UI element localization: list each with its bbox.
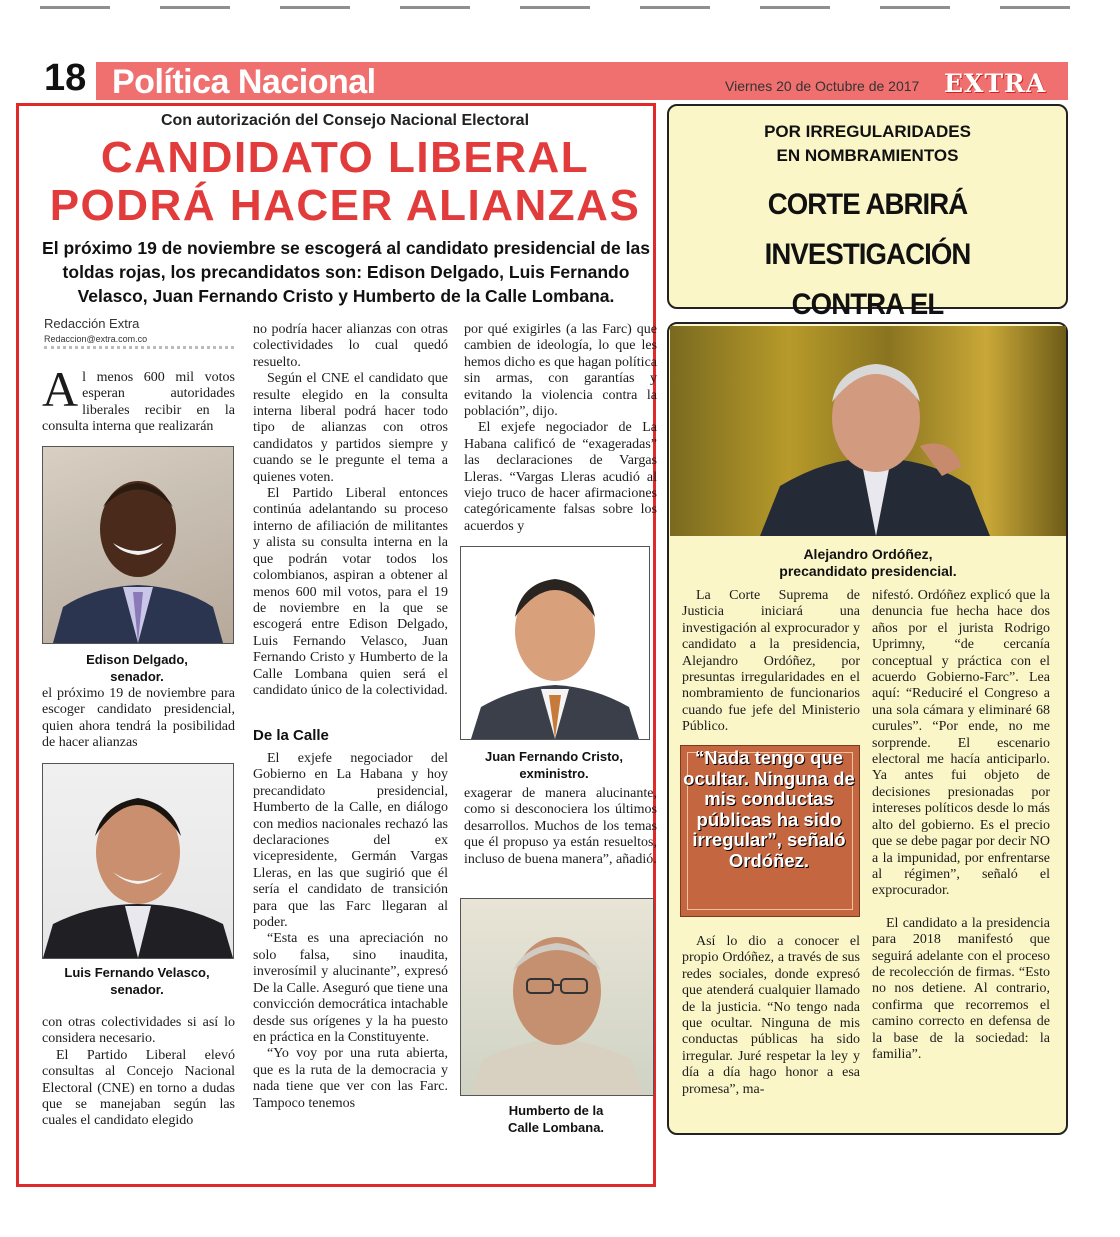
col2-p6: “Yo voy por una ruta abierta, que es la ruta de la democracia y nada tiene que ver con las Farc. Tampoco tenemos	[253, 1046, 448, 1111]
portrait-cristo-graphic	[461, 547, 649, 739]
main-headline-line-1: CANDIDATO LIBERAL	[100, 133, 590, 182]
side-col2-p2: El candidato a la presidencia para 2018 manifestó que seguirá adelante con el proceso de recolección de firmas. “Esto no nos detiene. Al contrario, confirma que recorremos el camino correcto en defensa de la base de la sociedad: la familia”.	[872, 915, 1050, 1062]
col1-mid	[42, 686, 235, 752]
caption-velasco-name: Luis Fernando Velasco,	[64, 965, 210, 980]
photo-juan-fernando-cristo	[460, 546, 650, 740]
byline-email: Redaccion@extra.com.co	[44, 334, 234, 349]
pull-quote: “Nada tengo que ocultar. Ninguna de mis conductas públicas ha sido irregular”, señaló Ordóñez.	[683, 747, 855, 871]
caption-delgado	[42, 651, 232, 685]
top-rule	[40, 6, 1080, 9]
col3-p3: exagerar de manera alucinante, como si desconociera los últimos desarrollos. Muchos de los temas que él propuso ya están resueltos, incluso de buena manera”, añadió.	[464, 786, 657, 867]
caption-cristo-name: Juan Fernando Cristo,	[485, 749, 623, 764]
caption-ordonez-name: Alejandro Ordóñez,	[803, 546, 933, 562]
col3-mid	[464, 786, 657, 868]
main-headline	[20, 134, 670, 230]
side-headline-line-1: CORTE ABRIRÁ INVESTIGACIÓN	[764, 188, 971, 271]
page-number: 18	[44, 57, 87, 99]
caption-calle-name: Humberto de la	[508, 1103, 604, 1118]
photo-luis-fernando-velasco	[42, 763, 234, 959]
caption-calle	[460, 1102, 652, 1136]
col1-top-text: l menos 600 mil votos esperan autoridades liberales recibir en la consulta interna que realizarán	[42, 370, 235, 435]
caption-calle-role: Calle Lombana.	[507, 1120, 605, 1135]
main-kicker: Con autorización del Consejo Nacional Electoral	[160, 112, 530, 129]
main-headline-line-2: PODRÁ HACER ALIANZAS	[49, 181, 641, 230]
col2-p4: El exjefe negociador del Gobierno en La Habana y hoy precandidato presidencial, Humberto de la Calle, en diálogo con medios nacionales rechazó las declaraciones del ex vicepresidente, Germán Vargas Lleras, en las que sugirió que él sería el candidato de transición para que las Farc llegaran al poder.	[253, 751, 448, 931]
side-kicker-line-2: EN NOMBRAMIENTOS	[776, 146, 959, 165]
portrait-calle-graphic	[461, 899, 653, 1095]
caption-cristo	[460, 748, 648, 782]
side-col1-bottom	[682, 934, 860, 1098]
col3-top	[464, 322, 657, 535]
photo-edison-delgado	[42, 446, 234, 644]
side-kicker	[667, 120, 1068, 168]
portrait-ordonez-graphic	[670, 326, 1066, 536]
caption-velasco	[42, 964, 232, 998]
col1-bottom-p1: con otras colectividades si así lo considera necesario.	[42, 1015, 235, 1047]
col1-mid-text: el próximo 19 de noviembre para escoger candidato presidencial, quien ahora tendrá la posibilidad de hacer alianzas	[42, 686, 235, 751]
col2-p2: Según el CNE el candidato que resulte elegido en la consulta interna liberal podrá hacer todo tipo de alianzas con otros candidatos y partidos siempre y cuando se le pregunte el tema a quienes voten.	[253, 371, 448, 485]
caption-delgado-name: Edison Delgado,	[86, 652, 188, 667]
col2-p1: no podría hacer alianzas con otras colectividades lo cual quedó resuelto.	[253, 322, 448, 370]
portrait-delgado-graphic	[43, 447, 233, 643]
side-col2	[872, 588, 1050, 1063]
newspaper-logo: EXTRA	[944, 69, 1047, 98]
photo-humberto-de-la-calle	[460, 898, 654, 1096]
caption-ordonez	[670, 546, 1066, 580]
col1-bottom	[42, 1015, 235, 1130]
photo-alejandro-ordonez	[670, 326, 1066, 536]
caption-ordonez-role: precandidato presidencial.	[779, 563, 957, 579]
side-col1-p2: Así lo dio a conocer el propio Ordóñez, a través de sus redes sociales, donde expresó que atenderá cualquier llamado de la justicia. “No tengo nada que ocultar. Ninguna de mis conductas públicas ha sido irregular. Juré respetar la ley y día a día hago honor a esa promesa”, ma-	[682, 934, 860, 1097]
col1-bottom-p2: El Partido Liberal elevó consultas al Concejo Nacional Electoral (CNE) en torno a dudas que se manejaban según las cuales el candidato elegido	[42, 1047, 235, 1129]
col2-top	[253, 322, 448, 699]
side-headline-line-2: CONTRA EL	[791, 288, 944, 321]
portrait-velasco-graphic	[43, 764, 233, 958]
side-col1-top	[682, 588, 860, 736]
side-kicker-line-1: POR IRREGULARIDADES	[764, 122, 971, 141]
subhead-de-la-calle: De la Calle	[253, 727, 329, 744]
col3-p1: por qué exigirles (a las Farc) que cambien de ideología, lo que les hemos dicho es que hagan política sin armas, con garantías y evitando la violencia contra la población”, dijo.	[464, 322, 657, 420]
col2-p3: El Partido Liberal entonces continúa adelantando su proceso interno de afiliación de militantes y alista su consulta interna en la que podrán votar todos los colombianos, aspiran a obtener al menos 600 mil votos, para el 19 de noviembre en la que se escogerá entre Edison Delgado, Luis Fernando Velasco, Juan Fernando Cristo y Humberto de la Calle Lombana quien será el candidato único de la colectividad.	[253, 486, 448, 698]
byline: Redacción Extra	[44, 316, 140, 331]
issue-date: Viernes 20 de Octubre de 2017	[725, 78, 920, 94]
col3-p2: El exjefe negociador de La Habana calificó de “exageradas” las declaraciones de Vargas Lleras. “Vargas Lleras acudió al viejo truco de hacer afirmaciones categóricamente falsas sobre los acuerdos y	[464, 420, 657, 534]
drop-cap: A	[42, 361, 79, 417]
col1-top	[42, 361, 235, 436]
section-title: Política Nacional	[112, 63, 376, 101]
caption-cristo-role: exministro.	[519, 766, 589, 781]
side-col1-p1: La Corte Suprema de Justicia iniciará una investigación al exprocurador y candidato a la presidencia, Alejandro Ordóñez, por presuntas irregularidades en el nombramiento de funcionarios cuando fue jefe del Ministerio Público.	[682, 588, 860, 735]
caption-delgado-role: senador.	[110, 669, 164, 684]
caption-velasco-role: senador.	[110, 982, 164, 997]
side-col2-p1: nifestó. Ordóñez explicó que la denuncia fue hecha hace dos años por el jurista Rodrigo Uprimny, “de cercanía conceptual y práctica con el acuerdo Gobierno-Farc”. Lea aquí: “Reduciré el Congreso a una sola cámara y eliminaré 68 curules”. “Por ende, no me sorprende. El escenario electoral me hacía anticiparlo. Ya antes fui objeto de decisiones presionadas por intereses políticos desde lo más alto del gobierno. Es el precio que se debe pagar por decir NO a la impunidad, por enfrentarse al régimen”, señaló el exprocurador.	[872, 588, 1050, 899]
col2-bottom	[253, 751, 448, 1112]
main-deck: El próximo 19 de noviembre se escogerá al candidato presidencial de las toldas rojas, los precandidatos son: Edison Delgado, Luis Fernando Velasco, Juan Fernando Cristo y Humberto de la Calle Lombana.	[42, 238, 650, 306]
col2-p5: “Esta es una apreciación no solo falsa, sino inaudita, inverosímil y alucinante”, expresó De la Calle. Aseguró que tiene una convicción democrática intachable desde sus orígenes y la ha puesto en práctica en la Constituyente.	[253, 931, 448, 1045]
